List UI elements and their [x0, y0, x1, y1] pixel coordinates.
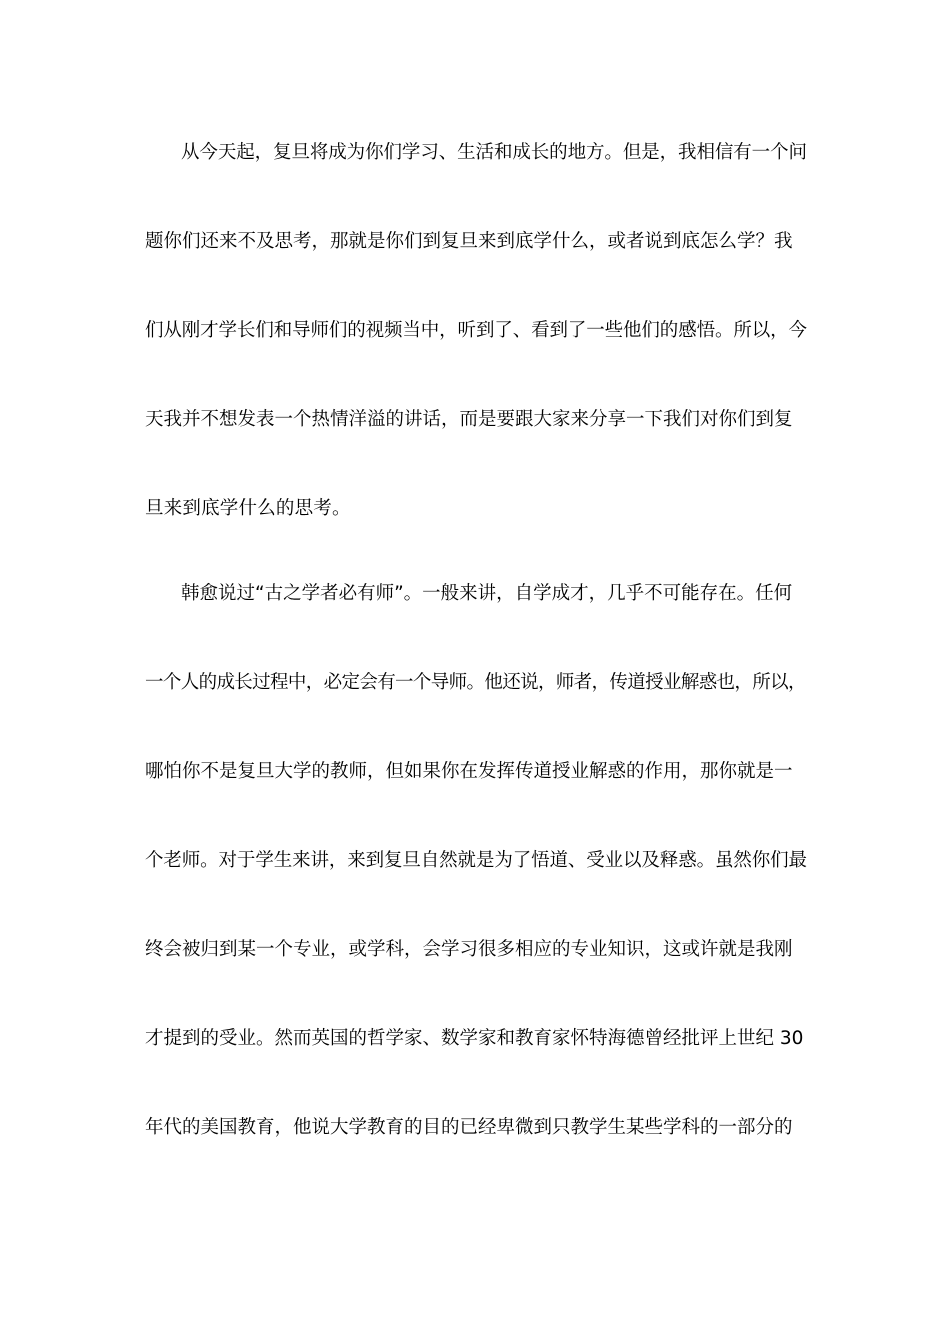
- paragraph-2-line-3: 哪怕你不是复旦大学的教师，但如果你在发挥传道授业解惑的作用，那你就是一: [145, 761, 793, 782]
- paragraph-2-line-4: 个老师。对于学生来讲，来到复旦自然就是为了悟道、受业以及释惑。虽然你们最: [145, 850, 807, 871]
- paragraph-2-line-2: 一个人的成长过程中，必定会有一个导师。他还说，师者，传道授业解惑也，所以，: [145, 672, 806, 693]
- paragraph-2-line-6: 才提到的受业。然而英国的哲学家、数学家和教育家怀特海德曾经批评上世纪 30: [145, 1028, 804, 1049]
- paragraph-1-line-1: 从今天起，复旦将成为你们学习、生活和成长的地方。但是，我相信有一个问: [181, 142, 807, 163]
- paragraph-1-line-4: 天我并不想发表一个热情洋溢的讲话，而是要跟大家来分享一下我们对你们到复: [145, 409, 793, 430]
- paragraph-1-line-3: 们从刚才学长们和导师们的视频当中，听到了、看到了一些他们的感悟。所以，今: [145, 320, 807, 341]
- paragraph-1-line-5: 旦来到底学什么的思考。: [145, 498, 351, 519]
- paragraph-1-line-2: 题你们还来不及思考，那就是你们到复旦来到底学什么，或者说到底怎么学？我: [145, 231, 793, 252]
- paragraph-2-line-7: 年代的美国教育，他说大学教育的目的已经卑微到只教学生某些学科的一部分的: [145, 1117, 793, 1138]
- paragraph-2-line-5: 终会被归到某一个专业，或学科，会学习很多相应的专业知识，这或许就是我刚: [145, 939, 793, 960]
- paragraph-2-line-1: 韩愈说过“古之学者必有师”。一般来讲，自学成才，几乎不可能存在。任何: [181, 583, 793, 604]
